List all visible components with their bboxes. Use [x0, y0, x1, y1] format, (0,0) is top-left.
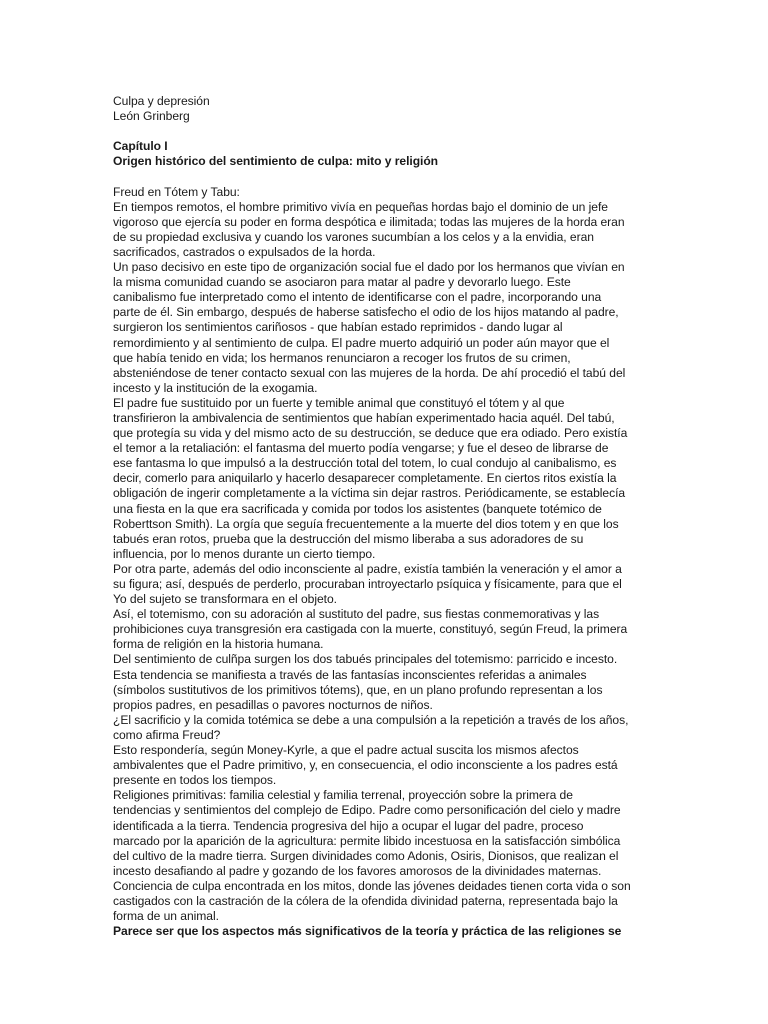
body-line: como afirma Freud?: [113, 727, 221, 742]
body-line: Religiones primitivas: familia celestial y familia terrenal, proyección sobre la primera de: [113, 788, 573, 803]
body-line: forma de un animal.: [113, 909, 219, 924]
body-line: prohibiciones cuya transgresión era castigada con la muerte, constituyó, según Freud, la primera: [113, 622, 628, 637]
body-line: ese fantasma lo que impulsó a la destrucción total del totem, lo cual condujo al canibalismo, es: [113, 456, 617, 471]
body-line: sacrificados, castrados o expulsados de la horda.: [113, 244, 376, 259]
body-line: del cultivo de la madre tierra. Surgen divinidades como Adonis, Osiris, Dionisos, que realizan el: [113, 848, 619, 863]
body-line: ambivalentes que el Padre primitivo, y, en consecuencia, el odio inconsciente a los padres está: [113, 758, 618, 773]
spacer: [113, 169, 653, 184]
body-line: incesto desafiando al padre y gozando de los favores amorosos de la divinidades maternas.: [113, 863, 602, 878]
body-line: influencia, por lo menos durante un cierto tiempo.: [113, 546, 376, 561]
body-line: de su propiedad exclusiva y cuando los varones sucumbían a los celos y a la envidia, eran: [113, 229, 594, 244]
body-line: que protegía su vida y del mismo acto de su destrucción, se deduce que era odiado. Pero existía: [113, 426, 628, 441]
body-line: propios padres, en pesadillas o pavores nocturnos de niños.: [113, 697, 433, 712]
body-line: vigoroso que ejercía su poder en forma despótica e ilimitada; todas las mujeres de la horda eran: [113, 214, 625, 229]
body-line: surgieron los sentimientos cariñosos - que habían estado reprimidos - dando lugar al: [113, 320, 563, 335]
book-title: Culpa y depresión: [113, 94, 210, 108]
book-author: León Grinberg: [113, 109, 190, 124]
body-line: Del sentimiento de culñpa surgen los dos tabués principales del totemismo: parricido e incesto.: [113, 652, 618, 667]
body-line: decir, comerlo para aniquilarlo y hacerlo desaparecer completamente. En ciertos ritos existía la: [113, 471, 617, 486]
closing-bold-line: Parece ser que los aspectos más significativos de la teoría y práctica de las religiones se: [113, 924, 622, 939]
body-line: (símbolos sustitutivos de los primitivos tótems), que, en un plano profundo representan a los: [113, 682, 603, 697]
body-line: marcado por la aparición de la agricultura: permite libido incestuosa en la satisfacción simbólica: [113, 833, 621, 848]
body-line: remordimiento y al sentimiento de culpa. El padre muerto adquirió un poder aún mayor que el: [113, 335, 610, 350]
chapter-number: Capítulo I: [113, 139, 168, 154]
body-line: transfirieron la ambivalencia de sentimientos que habían experimentado hacia aquél. Del tabú,: [113, 410, 615, 425]
body-line: incesto y la institución de la exogamia.: [113, 380, 318, 395]
body-line: Freud en Tótem y Tabu:: [113, 184, 240, 199]
body-line: En tiempos remotos, el hombre primitivo vivía en pequeñas hordas bajo el dominio de un jefe: [113, 199, 608, 214]
body-line: identificada a la tierra. Tendencia progresiva del hijo a ocupar el lugar del padre, proceso: [113, 818, 584, 833]
body-line: Roberttson Smith). La orgía que seguía frecuentemente a la muerte del dios totem y en que los: [113, 516, 619, 531]
body-line: tendencias y sentimientos del complejo de Edipo. Padre como personificación del cielo y madre: [113, 803, 621, 818]
spacer: [113, 124, 653, 139]
document-header: [113, 94, 653, 124]
chapter-heading: [113, 139, 653, 169]
body-line: parte de él. Sin embargo, después de haberse satisfecho el odio de los hijos matando al padre,: [113, 305, 619, 320]
body-line: Yo del sujeto se transformara en el objeto.: [113, 592, 337, 607]
body-line: ¿El sacrificio y la comida totémica se debe a una compulsión a la repetición a través de los años,: [113, 712, 629, 727]
body-line: Por otra parte, además del odio inconsciente al padre, existía también la veneración y el amor a: [113, 561, 622, 576]
body-line: castigados con la castración de la cólera de la ofendida divinidad paterna, representada bajo la: [113, 893, 618, 908]
body-line: presente en todos los tiempos.: [113, 773, 277, 788]
body-line: su figura; así, después de perderlo, procuraban introyectarlo psíquica y físicamente, para que el: [113, 577, 622, 591]
body-line: absteniéndose de tener contacto sexual con las mujeres de la horda. De ahí procedió el tabú del: [113, 365, 626, 380]
body-line: la misma comunidad cuando se asociaron para matar al padre y devorarlo luego. Este: [113, 275, 571, 290]
body-line: que había tenido en vida; los hermanos renunciaron a recoger los frutos de su crimen,: [113, 350, 571, 365]
body-line: Conciencia de culpa encontrada en los mitos, donde las jóvenes deidades tienen corta vida o son: [113, 878, 631, 893]
body-text: [113, 185, 653, 925]
body-line: Esta tendencia se manifiesta a través de las fantasías inconscientes referidas a animales: [113, 667, 587, 682]
body-line: Un paso decisivo en este tipo de organización social fue el dado por los hermanos que vivían en: [113, 260, 625, 275]
body-line: el temor a la retaliación: el fantasma del muerto podía vengarse; y fue el deseo de librarse de: [113, 441, 609, 456]
body-line: tabués eran rotos, prueba que la destrucción del mismo liberaba a sus adoradores de su: [113, 531, 584, 546]
body-line: canibalismo fue interpretado como el intento de identificarse con el padre, incorporando una: [113, 290, 602, 305]
body-line: forma de religión en la historia humana.: [113, 637, 324, 652]
chapter-title: Origen histórico del sentimiento de culpa: mito y religión: [113, 154, 439, 169]
body-line: Así, el totemismo, con su adoración al sustituto del padre, sus fiestas conmemorativas y las: [113, 607, 600, 622]
document-page: [113, 94, 653, 939]
body-line: El padre fue sustituido por un fuerte y temible animal que constituyó el tótem y al que: [113, 395, 565, 410]
body-line: obligación de ingerir completamente a la víctima sin dejar rastros. Periódicamente, se establecía: [113, 486, 626, 501]
body-line: Esto respondería, según Money-Kyrle, a que el padre actual suscita los mismos afectos: [113, 743, 579, 758]
body-line: una fiesta en la que era sacrificada y comida por todos los asistentes (banquete totémico de: [113, 501, 602, 516]
